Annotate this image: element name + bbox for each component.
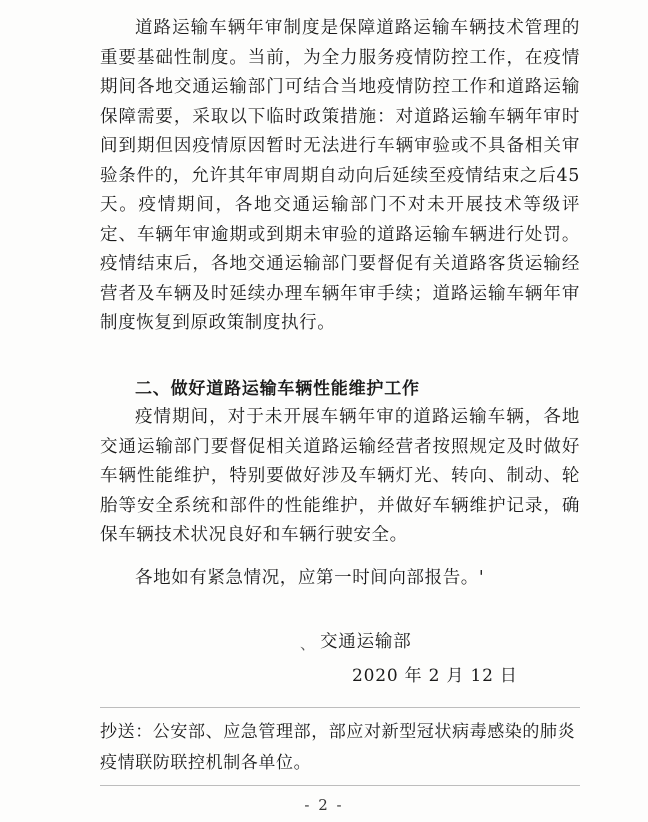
body-paragraph-vehicle-inspection: 道路运输车辆年审制度是保障道路运输车辆技术管理的重要基础性制度。当前，为全力服务疫情防控工作，在疫情期间各地交通运输部门可结合当地疫情防控工作和道路运输保障需要，采取以下临时政策措施：对道路运输车辆年审时间到期但因疫情原因暂时无法进行车辆审验或不具备相关审验条件的，允许其年审周期自动向后延续至疫情结束之后45天。疫情期间，各地交通运输部门不对未开展技术等级评定、车辆年审逾期或到期未审验的道路运输车辆进行处罚。疫情结束后，各地交通运输部门要督促有关道路客货运输经营者及车辆及时延续办理车辆年审手续；道路运输车辆年审制度恢复到原政策制度执行。	[100, 18, 580, 333]
issue-date: 2020 年 2 月 12 日	[352, 666, 518, 686]
body-paragraph-emergency-report: 各地如有紧急情况，应第一时间向部报告。'	[135, 568, 485, 588]
cc-top-divider	[100, 707, 580, 708]
cc-recipients: 抄送：公安部、应急管理部，部应对新型冠状病毒感染的肺炎疫情联防联控机制各单位。	[100, 722, 576, 773]
body-paragraph-vehicle-maintenance: 疫情期间，对于未开展车辆年审的道路运输车辆，各地交通运输部门要督促相关道路运输经营者按照规定及时做好车辆性能维护，特别要做好涉及车辆灯光、转向、制动、轮胎等安全系统和部件的性能维护，并做好车辆维护记录，确保车辆技术状况良好和车辆行驶安全。	[100, 407, 580, 545]
page-number: - 2 -	[304, 796, 344, 814]
cc-bottom-divider	[100, 785, 580, 786]
signature-mark: 、	[300, 635, 316, 653]
issuing-authority: 交通运输部	[320, 632, 412, 652]
section-heading-vehicle-maintenance: 二、做好道路运输车辆性能维护工作	[135, 379, 420, 399]
